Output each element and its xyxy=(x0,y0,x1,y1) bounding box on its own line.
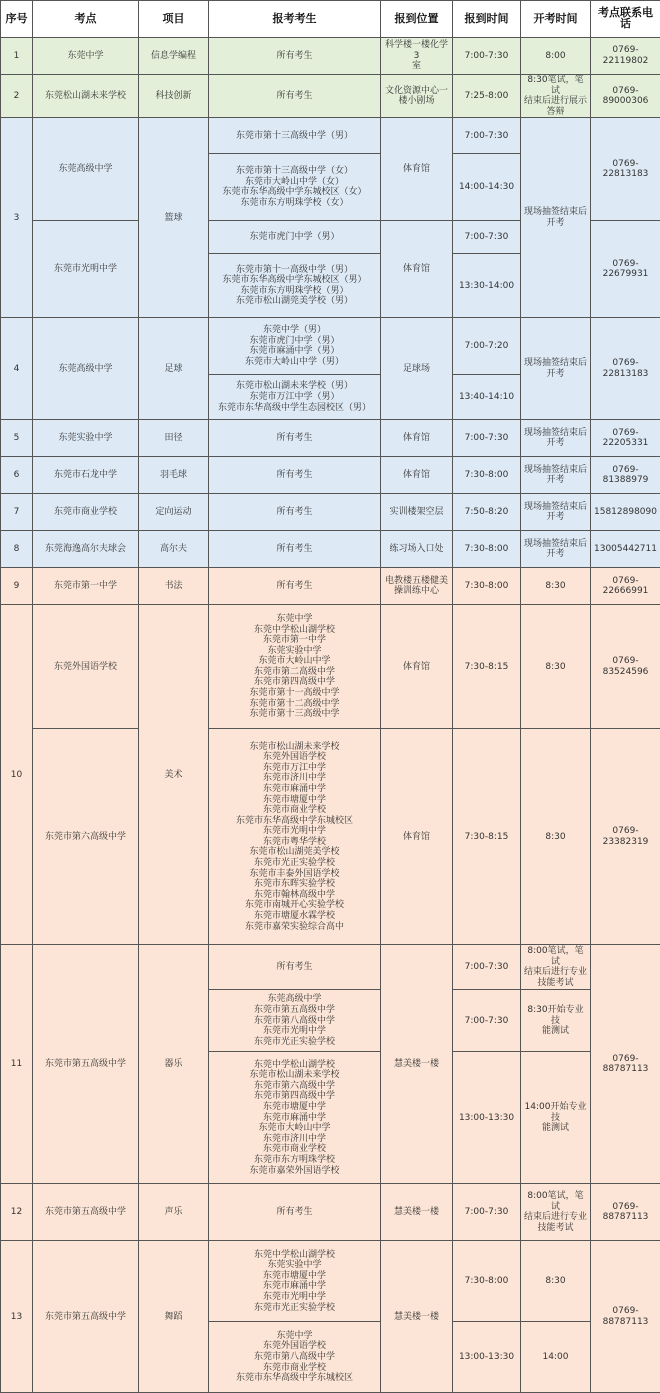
cell-subject: 足球 xyxy=(139,318,209,420)
table-row xyxy=(1,1241,660,1322)
table-row xyxy=(1,729,660,945)
cell-index: 3 xyxy=(1,118,33,318)
table-row xyxy=(1,945,660,990)
table-row xyxy=(1,568,660,605)
cell-venue: 东莞市第一中学 xyxy=(33,568,139,605)
cell-index: 12 xyxy=(1,1184,33,1241)
header-row xyxy=(1,1,660,38)
table-row xyxy=(1,118,660,154)
cell-checkin-time: 7:50-8:20 xyxy=(453,494,521,531)
table-row xyxy=(1,494,660,531)
cell-start-time: 现场抽签结束后 开考 xyxy=(521,531,591,568)
cell-candidates: 东莞市第十三高级中学（男） xyxy=(209,118,381,154)
cell-location: 体育馆 xyxy=(381,420,453,457)
cell-location: 体育馆 xyxy=(381,221,453,318)
cell-phone: 0769-22119802 xyxy=(591,38,660,75)
cell-checkin-time: 7:00-7:30 xyxy=(453,420,521,457)
cell-location: 体育馆 xyxy=(381,118,453,221)
header-phone: 考点联系电话 xyxy=(591,1,660,38)
cell-phone: 0769-88787113 xyxy=(591,945,660,1184)
cell-subject: 篮球 xyxy=(139,118,209,318)
cell-venue: 东莞市第五高级中学 xyxy=(33,1184,139,1241)
cell-subject: 舞蹈 xyxy=(139,1241,209,1393)
cell-candidates: 所有考生 xyxy=(209,457,381,494)
cell-subject: 声乐 xyxy=(139,1184,209,1241)
header-index: 序号 xyxy=(1,1,33,38)
cell-phone: 0769-81388979 xyxy=(591,457,660,494)
cell-subject: 信息学编程 xyxy=(139,38,209,75)
cell-subject: 田径 xyxy=(139,420,209,457)
cell-location: 电教楼五楼健美 操训练中心 xyxy=(381,568,453,605)
cell-phone: 0769-22679931 xyxy=(591,221,660,318)
cell-phone: 0769-23382319 xyxy=(591,729,660,945)
cell-start-time: 8:00笔试，笔试 结束后进行专业 技能考试 xyxy=(521,1184,591,1241)
cell-index: 13 xyxy=(1,1241,33,1393)
cell-subject: 科技创新 xyxy=(139,75,209,118)
cell-index: 9 xyxy=(1,568,33,605)
cell-venue: 东莞市第六高级中学 xyxy=(33,729,139,945)
cell-checkin-time: 7:00-7:30 xyxy=(453,221,521,254)
cell-venue: 东莞实验中学 xyxy=(33,420,139,457)
table-row xyxy=(1,1184,660,1241)
cell-candidates: 所有考生 xyxy=(209,75,381,118)
cell-phone: 0769-22666991 xyxy=(591,568,660,605)
table-row xyxy=(1,75,660,118)
cell-candidates: 东莞市松山湖未来学校（男） 东莞市万江中学（男） 东莞市东华高级中学生态园校区（男） xyxy=(209,375,381,420)
cell-start-time: 8:30开始专业技 能测试 xyxy=(521,990,591,1052)
cell-checkin-time: 7:30-8:00 xyxy=(453,568,521,605)
cell-venue: 东莞中学 xyxy=(33,38,139,75)
cell-subject: 羽毛球 xyxy=(139,457,209,494)
cell-venue: 东莞海逸高尔夫球会 xyxy=(33,531,139,568)
cell-start-time: 现场抽签结束后 开考 xyxy=(521,457,591,494)
cell-phone: 0769-22813183 xyxy=(591,118,660,221)
cell-phone: 0769-88787113 xyxy=(591,1184,660,1241)
cell-index: 4 xyxy=(1,318,33,420)
header-location: 报到位置 xyxy=(381,1,453,38)
cell-index: 8 xyxy=(1,531,33,568)
cell-checkin-time: 13:40-14:10 xyxy=(453,375,521,420)
cell-location: 足球场 xyxy=(381,318,453,420)
cell-checkin-time: 13:00-13:30 xyxy=(453,1052,521,1184)
cell-index: 6 xyxy=(1,457,33,494)
cell-location: 体育馆 xyxy=(381,457,453,494)
cell-phone: 15812898090 xyxy=(591,494,660,531)
cell-venue: 东莞市光明中学 xyxy=(33,221,139,318)
cell-subject: 高尔夫 xyxy=(139,531,209,568)
cell-index: 1 xyxy=(1,38,33,75)
cell-subject: 器乐 xyxy=(139,945,209,1184)
cell-venue: 东莞松山湖未来学校 xyxy=(33,75,139,118)
cell-candidates: 东莞中学 东莞外国语学校 东莞市第八高级中学 东莞市商业学校 东莞市东华高级中学东城校区 xyxy=(209,1322,381,1393)
cell-location: 科学楼一楼化学3 室 xyxy=(381,38,453,75)
cell-subject: 定向运动 xyxy=(139,494,209,531)
cell-checkin-time: 7:00-7:30 xyxy=(453,118,521,154)
cell-candidates: 所有考生 xyxy=(209,420,381,457)
cell-checkin-time: 7:30-8:00 xyxy=(453,457,521,494)
cell-phone: 13005442711 xyxy=(591,531,660,568)
cell-phone: 0769-83524596 xyxy=(591,605,660,729)
cell-start-time: 8:00 xyxy=(521,38,591,75)
cell-checkin-time: 14:00-14:30 xyxy=(453,154,521,221)
cell-index: 10 xyxy=(1,605,33,945)
cell-candidates: 所有考生 xyxy=(209,38,381,75)
header-venue: 考点 xyxy=(33,1,139,38)
cell-venue: 东莞市石龙中学 xyxy=(33,457,139,494)
cell-location: 练习场入口处 xyxy=(381,531,453,568)
cell-candidates: 东莞中学 东莞中学松山湖学校 东莞市第一中学 东莞实验中学 东莞市大岭山中学 东莞市第二高级中学 东莞市第四高级中学 东莞市第十一高级中学 东莞市第十二高级中学 东莞市第十三高级中学 xyxy=(209,605,381,729)
cell-start-time: 14:00 xyxy=(521,1322,591,1393)
table-row xyxy=(1,318,660,375)
cell-candidates: 东莞高级中学 东莞市第五高级中学 东莞市第八高级中学 东莞市光明中学 东莞市光正实验学校 xyxy=(209,990,381,1052)
cell-checkin-time: 7:00-7:20 xyxy=(453,318,521,375)
cell-index: 2 xyxy=(1,75,33,118)
cell-checkin-time: 7:25-8:00 xyxy=(453,75,521,118)
cell-start-time: 8:00笔试，笔试 结束后进行专业 技能考试 xyxy=(521,945,591,990)
cell-candidates: 东莞市虎门中学（男） xyxy=(209,221,381,254)
cell-start-time: 现场抽签结束后 开考 xyxy=(521,420,591,457)
cell-start-time: 现场抽签结束后 开考 xyxy=(521,494,591,531)
cell-checkin-time: 7:30-8:15 xyxy=(453,729,521,945)
cell-index: 11 xyxy=(1,945,33,1184)
cell-location: 文化资源中心一 楼小剧场 xyxy=(381,75,453,118)
cell-venue: 东莞市商业学校 xyxy=(33,494,139,531)
cell-venue: 东莞高级中学 xyxy=(33,318,139,420)
cell-start-time: 现场抽签结束后 开考 xyxy=(521,118,591,318)
cell-start-time: 现场抽签结束后 开考 xyxy=(521,318,591,420)
cell-start-time: 14:00开始专业技 能测试 xyxy=(521,1052,591,1184)
cell-candidates: 所有考生 xyxy=(209,568,381,605)
cell-subject: 美术 xyxy=(139,605,209,945)
cell-venue: 东莞高级中学 xyxy=(33,118,139,221)
cell-venue: 东莞外国语学校 xyxy=(33,605,139,729)
header-subject: 项目 xyxy=(139,1,209,38)
cell-location: 慧美楼一楼 xyxy=(381,945,453,1184)
header-start-time: 开考时间 xyxy=(521,1,591,38)
cell-candidates: 东莞中学松山湖学校 东莞实验中学 东莞市塘厦中学 东莞市麻涌中学 东莞市光明中学 东莞市光正实验学校 xyxy=(209,1241,381,1322)
cell-checkin-time: 7:00-7:30 xyxy=(453,945,521,990)
table-row xyxy=(1,420,660,457)
cell-location: 实训楼架空层 xyxy=(381,494,453,531)
cell-phone: 0769-88787113 xyxy=(591,1241,660,1393)
cell-location: 体育馆 xyxy=(381,729,453,945)
cell-phone: 0769-22205331 xyxy=(591,420,660,457)
cell-candidates: 东莞市松山湖未来学校 东莞外国语学校 东莞市万江中学 东莞市济川中学 东莞市麻涌中学 东莞市塘厦中学 东莞市商业学校 东莞市东华高级中学东城校区 东莞市光明中学 东莞市粤华学校 东莞市松山湖莞美学校 东莞市光正实验学校 东莞市丰泰外国语学校 东莞市东晖实验学校 东莞市翰林高级中学 东莞市南城开心实验学校 东莞市塘厦水霖学校 东莞市嘉荣实验综合高中 xyxy=(209,729,381,945)
cell-candidates: 东莞市第十三高级中学（女） 东莞市大岭山中学（女） 东莞市东华高级中学东城校区（女） 东莞市东方明珠学校（女） xyxy=(209,154,381,221)
table-row xyxy=(1,457,660,494)
cell-checkin-time: 13:30-14:00 xyxy=(453,254,521,318)
cell-index: 7 xyxy=(1,494,33,531)
cell-candidates: 所有考生 xyxy=(209,1184,381,1241)
cell-start-time: 8:30 xyxy=(521,605,591,729)
cell-checkin-time: 7:00-7:30 xyxy=(453,990,521,1052)
cell-start-time: 8:30 xyxy=(521,729,591,945)
cell-start-time: 8:30笔试，笔试 结束后进行展示 答辩 xyxy=(521,75,591,118)
cell-candidates: 所有考生 xyxy=(209,494,381,531)
cell-candidates: 东莞中学（男） 东莞市虎门中学（男） 东莞市麻涌中学（男） 东莞市大岭山中学（男） xyxy=(209,318,381,375)
cell-location: 慧美楼一楼 xyxy=(381,1184,453,1241)
cell-checkin-time: 7:30-8:00 xyxy=(453,1241,521,1322)
cell-checkin-time: 13:00-13:30 xyxy=(453,1322,521,1393)
cell-subject: 书法 xyxy=(139,568,209,605)
table-body xyxy=(1,38,660,1393)
cell-candidates: 所有考生 xyxy=(209,531,381,568)
cell-checkin-time: 7:30-8:00 xyxy=(453,531,521,568)
header-checkin-time: 报到时间 xyxy=(453,1,521,38)
cell-location: 慧美楼一楼 xyxy=(381,1241,453,1393)
cell-venue: 东莞市第五高级中学 xyxy=(33,1241,139,1393)
cell-phone: 0769-89000306 xyxy=(591,75,660,118)
cell-candidates: 所有考生 xyxy=(209,945,381,990)
cell-phone: 0769-22813183 xyxy=(591,318,660,420)
cell-candidates: 东莞市第十一高级中学（男） 东莞市东华高级中学东城校区（男） 东莞市东方明珠学校（男） 东莞市松山湖莞美学校（男） xyxy=(209,254,381,318)
cell-location: 体育馆 xyxy=(381,605,453,729)
cell-start-time: 8:30 xyxy=(521,1241,591,1322)
cell-start-time: 8:30 xyxy=(521,568,591,605)
cell-checkin-time: 7:00-7:30 xyxy=(453,1184,521,1241)
cell-candidates: 东莞中学松山湖学校 东莞市松山湖未来学校 东莞市第六高级中学 东莞市第四高级中学 东莞市塘厦中学 东莞市麻涌中学 东莞市大岭山中学 东莞市济川中学 东莞市商业学校 东莞市东方明珠学校 东莞市嘉荣外国语学校 xyxy=(209,1052,381,1184)
cell-checkin-time: 7:30-8:15 xyxy=(453,605,521,729)
cell-checkin-time: 7:00-7:30 xyxy=(453,38,521,75)
table-header xyxy=(1,1,660,38)
table-row xyxy=(1,38,660,75)
cell-index: 5 xyxy=(1,420,33,457)
header-candidates: 报考考生 xyxy=(209,1,381,38)
table-row xyxy=(1,605,660,729)
table-row xyxy=(1,531,660,568)
cell-venue: 东莞市第五高级中学 xyxy=(33,945,139,1184)
